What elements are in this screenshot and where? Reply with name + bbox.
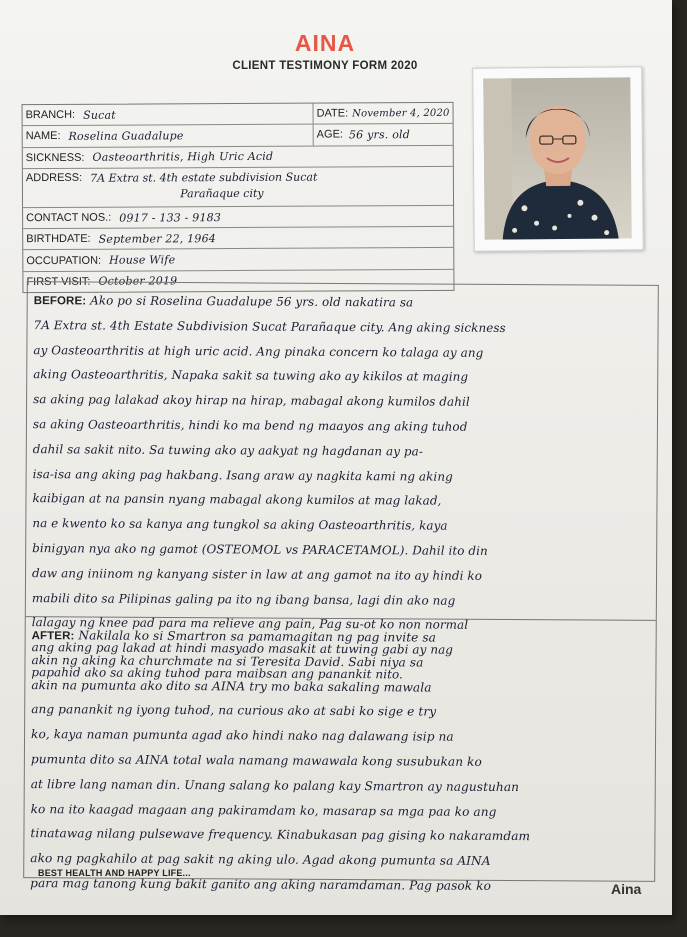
client-info-table — [22, 102, 455, 293]
before-line: ang aking pag lakad at hindi masyado masakit at tuwing gabi ay nag — [31, 640, 454, 657]
address-value-line1: 7A Extra st. 4th estate subdivision Sucat — [90, 170, 318, 185]
after-line: at libre lang naman din. Unang salang ko palang kay Smartron ay nagustuhan — [30, 776, 520, 794]
before-line: isa-isa ang aking pag hakbang. Isang araw ay nagkita kami ng aking — [32, 466, 453, 484]
after-line: ko na ito kaagad magaan ang pakiramdam ko, masarap sa mga paa ko ang — [30, 801, 497, 819]
before-line: kaibigan at na pansin nyang mabagal akong kumilos at mag lakad, — [32, 491, 442, 508]
form-title: CLIENT TESTIMONY FORM 2020 — [232, 60, 418, 72]
age-value: 56 yrs. old — [348, 128, 411, 142]
occupation-row — [23, 248, 453, 272]
client-photo — [472, 66, 644, 251]
after-label: AFTER: — [31, 630, 75, 643]
after-line: ang panankit ng iyong tuhod, na curious ako at sabi ko sige e try — [31, 702, 437, 719]
before-line: aking Oasteoarthritis, Napaka sakit sa tuwing ako ay kikilos at maging — [33, 367, 469, 385]
name-label: NAME: — [25, 130, 61, 143]
first-visit-value: October 2019 — [98, 274, 178, 289]
before-line: ay Oasteoarthritis at high uric acid. Ang pinaka concern ko talaga ay ang — [33, 342, 484, 360]
after-line: akin na pumunta ako dito sa AINA try mo baka sakaling mawala — [31, 677, 432, 695]
first-visit-label: FIRST VISIT: — [26, 275, 91, 289]
occupation-value: House Wife — [109, 253, 176, 267]
after-line: akin ng aking ka churchmate na si Teresita David. Sabi niya sa — [31, 652, 424, 670]
branch-value: Sucat — [83, 108, 116, 122]
before-line: daw ang iniinom ng kanyang sister in law at ang gamot na ito ay hindi ko — [32, 565, 483, 583]
before-line: lalagay ng knee pad para ma relieve ang pain, Pag su-ot ko non normal — [31, 615, 469, 633]
after-line: para mag tanong kung bakit ganito ang aking naramdaman. Pag pasok ko — [30, 876, 492, 893]
footer-brand: Aina — [611, 881, 642, 897]
address-value-line2: Parañaque city — [180, 186, 264, 201]
before-line: 7A Extra st. 4th Estate Subdivision Sucat Parañaque city. Ang aking sickness — [33, 317, 506, 335]
name-value: Roselina Guadalupe — [68, 129, 184, 143]
contact-value: 0917 - 133 - 9183 — [119, 210, 222, 225]
after-line: pumunta dito sa AINA total wala namang mawawala kong susubukan ko — [30, 752, 482, 769]
after-section — [24, 617, 656, 893]
before-line: BEFORE: Ako po si Roselina Guadalupe 56 yrs. old nakatira sa — [33, 293, 414, 310]
branch-label: BRANCH: — [25, 108, 76, 122]
name-age-row — [23, 124, 453, 148]
before-line: sa aking pag lalakad akoy hirap na hirap, mabagal akong kumilos dahil — [33, 392, 470, 409]
brand-title: AINA — [294, 30, 356, 56]
birthdate-value: September 22, 1964 — [98, 231, 216, 246]
after-line: ko, kaya naman pumunta agad ako hindi nako nag dalawang isip na — [31, 727, 454, 744]
before-line: mabili dito sa Pilipinas galing pa ito ng ibang bansa, lagi din ako nag — [31, 590, 456, 608]
date-label: DATE: — [316, 107, 349, 120]
occupation-label: OCCUPATION: — [26, 254, 102, 267]
before-label: BEFORE: — [33, 295, 87, 308]
birthdate-label: BIRTHDATE: — [26, 233, 91, 246]
before-line: binigyan nya ako ng gamot (OSTEOMOL vs PARACETAMOL). Dahil ito din — [32, 541, 488, 558]
before-line: sa aking Oasteoarthritis, hindi ko ma bend ng maayos ang aking tuhod — [32, 417, 468, 434]
date-value: November 4, 2020 — [352, 107, 450, 120]
address-row — [23, 167, 453, 208]
contact-row — [23, 206, 453, 230]
before-line: na e kwento ko sa kanya ang tungkol sa aking Oasteoarthritis, kaya — [32, 516, 448, 533]
contact-label: CONTACT NOS.: — [26, 211, 112, 225]
footer-tagline: BEST HEALTH AND HAPPY LIFE... — [38, 868, 191, 878]
after-line: tinatawag nilang pulsewave frequency. Kinabukasan pag gising ko nakaramdam — [30, 826, 531, 844]
before-line: dahil sa sakit nito. Sa tuwing ako ay aakyat ng hagdanan ay pa- — [32, 441, 424, 459]
after-text — [30, 623, 650, 900]
sickness-row — [23, 145, 453, 169]
birthdate-row — [23, 227, 453, 251]
address-label: ADDRESS: — [25, 171, 83, 185]
sickness-value: Oasteoarthritis, High Uric Acid — [92, 150, 274, 164]
testimony-box — [23, 281, 659, 893]
client-portrait-icon — [483, 77, 631, 239]
age-label: AGE: — [316, 128, 344, 142]
after-line: ako ng pagkahilo at pag sakit ng aking ulo. Agad akong pumunta sa AINA — [30, 851, 491, 869]
sickness-label: SICKNESS: — [25, 151, 85, 164]
before-line: papahid ako sa aking tuhod para maibsan ang panankit nito. — [31, 665, 403, 682]
branch-date-row — [23, 103, 453, 127]
after-line: AFTER: Nakilala ko si Smartron sa pamamagitan ng pag invite sa — [31, 628, 437, 645]
